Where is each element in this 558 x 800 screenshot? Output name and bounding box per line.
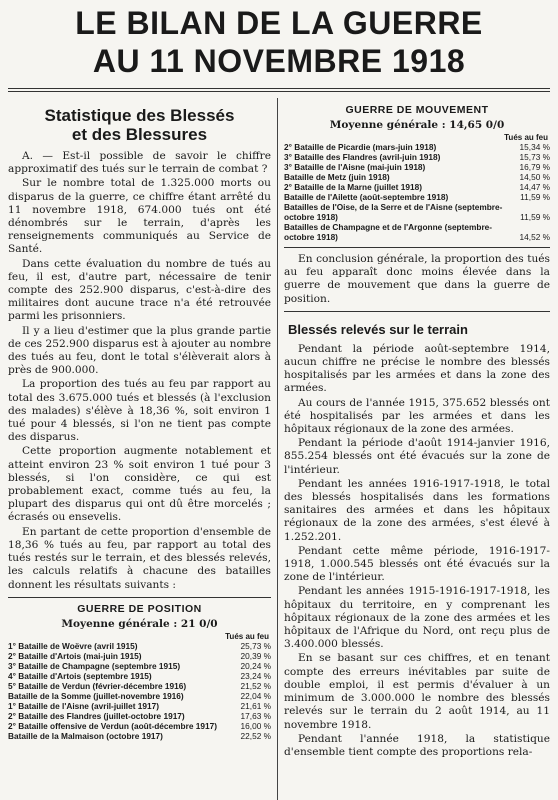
paragraph: La proportion des tués au feu par rapport au total des 3.675.000 tués et blessés (à l'exclusion des malades) s'élève à 18,36 %, soit environ 1 tué pour 4 blessés, si l'on ne tient pas compte des disparus. <box>8 378 271 444</box>
battle-value: 23,24 % <box>240 670 271 681</box>
table-row <box>8 691 271 701</box>
battle-name: Bataille de la Malmaison (octobre 1917) <box>8 730 163 741</box>
movement-table <box>284 142 550 242</box>
table-row <box>284 152 550 162</box>
battle-value: 15,73 % <box>519 152 550 162</box>
battle-name: 3° Bataille des Flandres (avril-juin 1918) <box>284 152 441 162</box>
battle-name: 3° Bataille de l'Aisne (mai-juin 1918) <box>284 162 426 172</box>
table-rule <box>8 597 271 598</box>
battle-name: Bataille de la Somme (juillet-novembre 1916) <box>8 690 184 701</box>
battle-name: 2° Bataille des Flandres (juillet-octobre 1917) <box>8 710 185 721</box>
battle-value: 16,00 % <box>240 720 271 731</box>
battle-name: Bataille de Metz (juin 1918) <box>284 172 390 182</box>
column-divider <box>277 98 278 800</box>
paragraph: Il y a lieu d'estimer que la plus grande partie de ces 252.900 disparus est à ajouter au nombre des tués au feu, dont le total s'élèverait alors à près de 900.000. <box>8 324 271 377</box>
paragraph: Dans cette évaluation du nombre de tués au feu, il est, d'autre part, nécessaire de tenir compte des 252.900 disparus, c'est-à-dire des militaires dont aucune trace n'a été retrouvée parmi les prisonniers. <box>8 257 271 323</box>
battle-value: 20,39 % <box>240 650 271 661</box>
paragraph: Cette proportion augmente notablement et atteint environ 23 % soit environ 1 tué pour 3 blessés, si l'on considère, ce qui est probablement exact, comme tués au feu, la plupart des disparus qui ont dû être morcelés ; écrasés ou ensevelis. <box>8 445 271 524</box>
paragraph: En se basant sur ces chiffres, et en tenant compte des erreurs inévitables par suite de double emploi, il est permis d'évaluer à un minimum de 3.000.000 le nombre des blessés relevés sur le terrain du 2 août 1914, au 11 novembre 1918. <box>284 652 550 731</box>
battle-value: 14,50 % <box>519 172 550 182</box>
table-row <box>284 192 550 202</box>
paragraph: En partant de cette proportion d'ensemble de 18,36 % tués au feu, par rapport au total des tués restés sur le terrain, et des blessés relevés, les calculs relatifs à chacune des batailles donnent les résultats suivants : <box>8 525 271 591</box>
headline-line-1: LE BILAN DE LA GUERRE <box>75 5 483 41</box>
movement-table-heading: GUERRE DE MOUVEMENT <box>345 104 489 116</box>
table-rule <box>284 247 550 248</box>
table-row <box>284 162 550 172</box>
table-row <box>284 202 550 222</box>
battle-value: 16,79 % <box>519 162 550 172</box>
table-row <box>8 721 271 731</box>
position-table-average: Moyenne générale : 21 0/0 <box>61 617 218 630</box>
battle-name: 4° Bataille d'Artois (septembre 1915) <box>8 670 152 681</box>
left-column <box>8 100 271 800</box>
battle-name: 2° Bataille de la Marne (juillet 1918) <box>284 182 422 192</box>
battle-name: 2° Bataille de Picardie (mars-juin 1918) <box>284 142 437 152</box>
battle-name: Bataille de l'Ailette (août-septembre 1918) <box>284 192 449 202</box>
battle-name: Batailles de l'Oise, de la Serre et de l'Aisne (septembre-octobre 1918) <box>284 202 503 222</box>
section-title-line-2: et des Blessures <box>71 125 208 144</box>
table-row <box>284 142 550 152</box>
paragraph: Pendant la période août-septembre 1914, aucun chiffre ne précise le nombre des blessés hospitalisés par les armées et dans la zone des armées. <box>284 342 550 395</box>
position-table <box>8 641 271 741</box>
table-row <box>8 641 271 651</box>
battle-value: 14,47 % <box>519 182 550 192</box>
table-row <box>8 661 271 671</box>
paragraph: Sur le nombre total de 1.325.000 morts ou disparus de la guerre, ce chiffre étant arrêté du 11 novembre 1918, 674.000 tués ont été dénombrés sur le terrain, d'après les renseignements communiqués au Service de Santé. <box>8 177 271 256</box>
table-row <box>8 681 271 691</box>
paragraph: Pendant la période d'août 1914-janvier 1916, 855.254 blessés ont été évacués sur la zone de l'intérieur. <box>284 437 550 476</box>
battle-name: 2° Bataille offensive de Verdun (août-décembre 1917) <box>8 720 217 731</box>
battle-value: 17,63 % <box>240 710 271 721</box>
battle-name: Batailles de Champagne et de l'Argonne (septembre-octobre 1918) <box>284 222 493 242</box>
headline-rule-double <box>8 91 550 92</box>
paragraph: Au cours de l'année 1915, 375.652 blessés ont été hospitalisés par les armées et dans les hôpitaux régionaux de la zone des armées. <box>284 396 550 436</box>
headline-line-2: AU 11 NOVEMBRE 1918 <box>92 43 466 79</box>
battle-value: 20,24 % <box>240 660 271 671</box>
section-title-wounded <box>8 106 271 144</box>
table-row <box>284 172 550 182</box>
battle-value: 22,52 % <box>240 730 271 741</box>
movement-table-column-header: Tués au feu <box>504 133 548 142</box>
battle-value: 15,34 % <box>519 142 550 152</box>
paragraph: Pendant cette même période, 1916-1917-1918, 1.000.545 blessés ont été évacués sur la zone de l'intérieur. <box>284 544 550 584</box>
table-row <box>284 182 550 192</box>
battle-value: 22,04 % <box>240 690 271 701</box>
table-row <box>8 711 271 721</box>
battle-name: 1° Bataille de l'Aisne (avril-juillet 1917) <box>8 700 160 711</box>
battle-name: 5° Bataille de Verdun (février-décembre 1916) <box>8 680 187 691</box>
battle-name: 2° Bataille d'Artois (mai-juin 1915) <box>8 650 142 661</box>
table-row <box>8 651 271 661</box>
battle-name: 3° Bataille de Champagne (septembre 1915) <box>8 660 181 671</box>
paragraph: Pendant l'année 1918, la statistique d'ensemble tient compte des proportions rela- <box>284 732 550 758</box>
table-row <box>8 701 271 711</box>
headline-rule <box>8 88 550 89</box>
battle-value: 25,73 % <box>240 640 271 651</box>
conclusion-paragraph: En conclusion générale, la proportion des tués au feu apparaît donc moins élevée dans la guerre de mouvement que dans la guerre de position. <box>284 253 550 305</box>
battle-value: 21,61 % <box>240 700 271 711</box>
paragraph: Pendant les années 1915-1916-1917-1918, les hôpitaux du territoire, en y comprenant les hôpitaux régionaux de la zone des armées et les hôpitaux de l'Afrique du Nord, ont reçu plus de 3.400.000 blessés. <box>284 585 550 651</box>
position-table-column-header: Tués au feu <box>225 631 269 641</box>
battle-value: 14,52 % <box>519 232 550 242</box>
battle-name: 1° Bataille de Woëvre (avril 1915) <box>8 640 138 651</box>
battle-value: 11,59 % <box>520 192 550 202</box>
table-row <box>8 731 271 741</box>
battle-value: 21,52 % <box>240 680 271 691</box>
headline <box>0 4 558 80</box>
right-column <box>284 100 550 800</box>
paragraph: Pendant les années 1916-1917-1918, le total des blessés hospitalisés dans les formations sanitaires des armées et dans les hôpitaux régionaux de la zone des armées, s'est élevé à 1.252.201. <box>284 477 550 543</box>
movement-table-average: Moyenne générale : 14,65 0/0 <box>329 119 505 131</box>
section-title-line-1: Statistique des Blessés <box>44 106 235 125</box>
table-row <box>8 671 271 681</box>
section-rule <box>284 311 550 312</box>
section-title-relieved: Blessés relevés sur le terrain <box>288 321 468 337</box>
paragraph: A. — Est-il possible de savoir le chiffre approximatif des tués sur le terrain de combat ? <box>8 150 271 176</box>
table-row <box>284 222 550 242</box>
battle-value: 11,59 % <box>520 212 550 222</box>
position-table-heading: GUERRE DE POSITION <box>77 602 202 615</box>
